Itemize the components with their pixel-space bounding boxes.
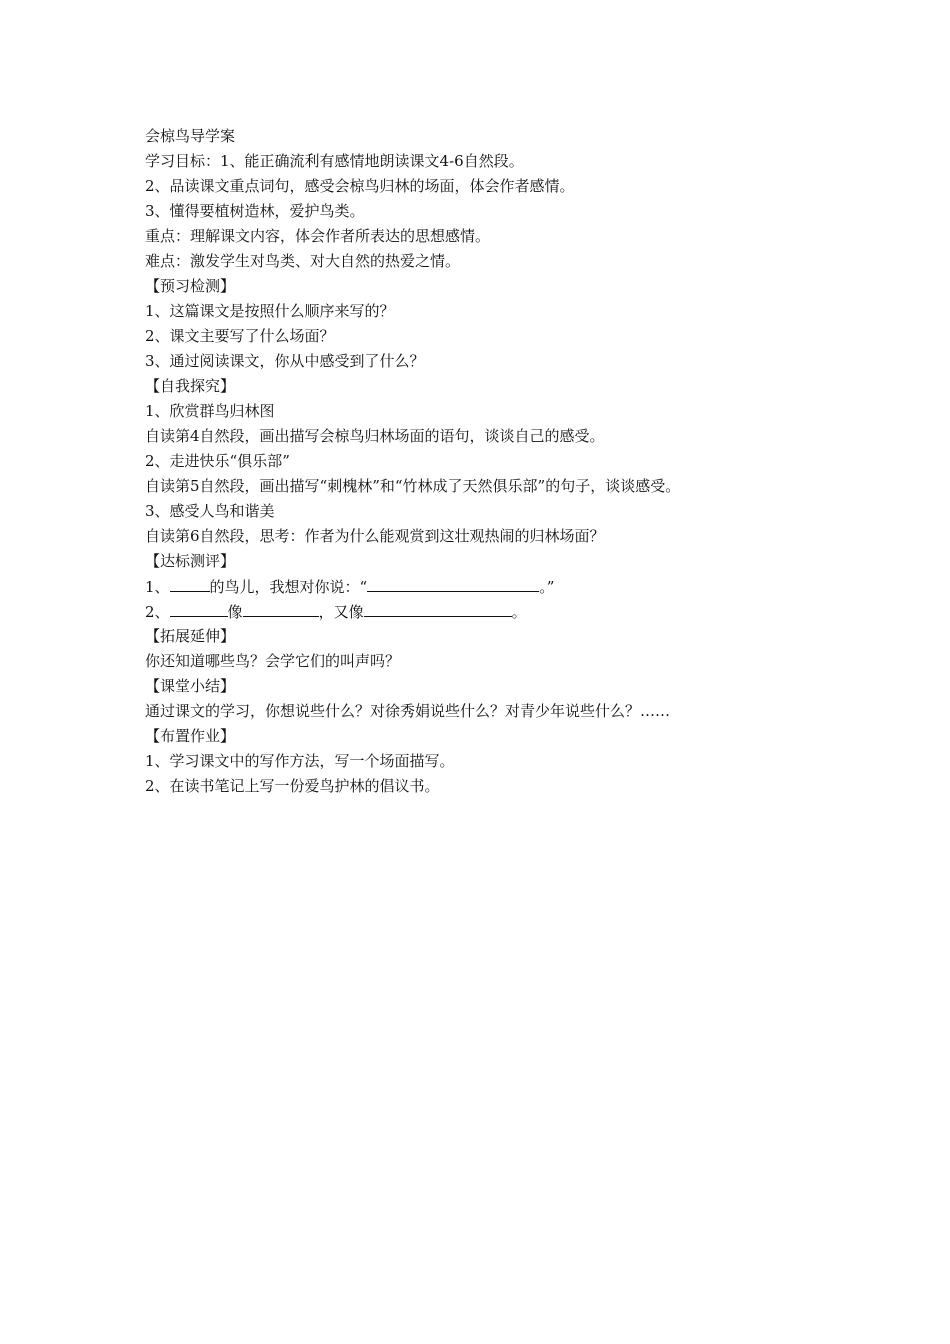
fill-blank [364, 599, 512, 617]
preview-item-3: 3、通过阅读课文，你从中感受到了什么？ [145, 352, 425, 370]
objective-2: 2、品读课文重点词句，感受会椋鸟归林的场面，体会作者感情。 [145, 177, 575, 195]
summary-heading: 【课堂小结】 [145, 677, 236, 695]
test-heading: 【达标测评】 [145, 552, 236, 570]
homework-heading: 【布置作业】 [145, 727, 236, 745]
document-page [145, 124, 845, 799]
explore-line-6: 自读第6自然段，思考：作者为什么能观赏到这壮观热闹的归林场面？ [145, 527, 605, 545]
extend-heading: 【拓展延伸】 [145, 627, 236, 645]
test-q1-text: 的鸟儿，我想对你说：“ [209, 578, 368, 596]
homework-item-2: 2、在读书笔记上写一份爱鸟护林的倡议书。 [145, 777, 440, 795]
difficulty: 难点：激发学生对鸟类、对大自然的热爱之情。 [145, 252, 461, 270]
test-q2-end: 。 [511, 603, 527, 621]
summary-text: 通过课文的学习，你想说些什么？对徐秀娟说些什么？对青少年说些什么？…… [145, 702, 671, 720]
test-question-2 [145, 599, 845, 624]
test-q1-number: 1、 [145, 578, 170, 596]
explore-line-4: 自读第5自然段，画出描写“刺槐林”和“竹林成了天然俱乐部”的句子，谈谈感受。 [145, 477, 681, 495]
extend-text: 你还知道哪些鸟？会学它们的叫声吗？ [145, 652, 401, 670]
explore-line-1: 1、欣赏群鸟归林图 [145, 402, 275, 420]
explore-heading: 【自我探究】 [145, 377, 236, 395]
fill-blank [367, 574, 539, 592]
test-q2-number: 2、 [145, 603, 170, 621]
preview-item-1: 1、这篇课文是按照什么顺序来写的？ [145, 302, 395, 320]
explore-line-3: 2、走进快乐“俱乐部” [145, 452, 290, 470]
preview-heading: 【预习检测】 [145, 277, 236, 295]
key-point: 重点：理解课文内容，体会作者所表达的思想感情。 [145, 227, 491, 245]
test-q2-like-1: 像 [227, 603, 243, 621]
fill-blank [243, 599, 319, 617]
test-q1-end: 。” [539, 578, 555, 596]
document-title: 会椋鸟导学案 [145, 127, 236, 145]
objective-1: 学习目标：1、能正确流利有感情地朗读课文4-6自然段。 [145, 152, 524, 170]
fill-blank [170, 599, 228, 617]
fill-blank [170, 574, 210, 592]
objective-3: 3、懂得要植树造林，爱护鸟类。 [145, 202, 365, 220]
explore-line-2: 自读第4自然段，画出描写会椋鸟归林场面的语句，谈谈自己的感受。 [145, 427, 605, 445]
test-q2-like-2: ，又像 [318, 603, 364, 621]
homework-item-1: 1、学习课文中的写作方法，写一个场面描写。 [145, 752, 455, 770]
explore-line-5: 3、感受人鸟和谐美 [145, 502, 275, 520]
test-question-1 [145, 574, 845, 599]
preview-item-2: 2、课文主要写了什么场面？ [145, 327, 335, 345]
